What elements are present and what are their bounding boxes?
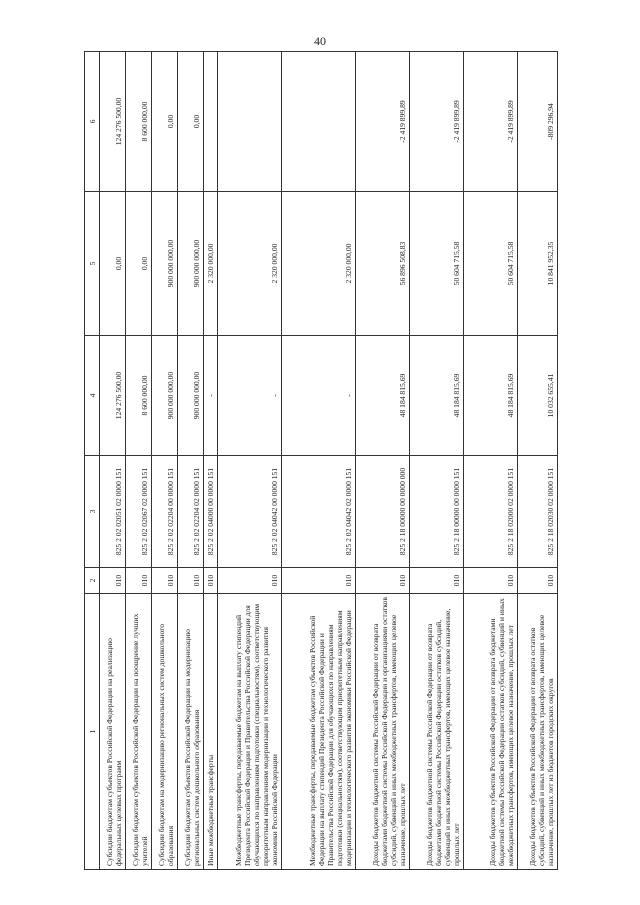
table-row [464,52,518,870]
admin-code: 010 [126,568,152,594]
budget-code: 825 2 18 00000 00 0000 151 [410,456,464,568]
row-name: Субсидии бюджетам на модернизацию региональных систем дошкольного образования [152,594,178,870]
admin-code: 010 [218,568,282,594]
column-header: 2 [85,568,100,594]
table-row [152,52,178,870]
value-col-6: 8 600 000,00 [126,52,152,192]
value-col-5: 2 320 000,00 [204,192,218,336]
row-name: Субсидии бюджетам субъектов Российской Федерации на поощрение лучших учителей [126,594,152,870]
column-header: 4 [85,336,100,456]
value-col-4: 124 276 500,00 [100,336,126,456]
column-header: 3 [85,456,100,568]
table-row [518,52,558,870]
value-col-4: 10 032 655,41 [518,336,558,456]
column-header: 5 [85,192,100,336]
admin-code: 010 [178,568,204,594]
value-col-5: 900 000 000,00 [152,192,178,336]
table-row [282,52,356,870]
budget-code: 825 2 02 04000 00 0000 151 [204,456,218,568]
admin-code: 010 [100,568,126,594]
admin-code: 010 [204,568,218,594]
admin-code: 010 [410,568,464,594]
row-name: Доходы бюджетов субъектов Российской Федерации от возврата остатков субсидий, субвенций и иных межбюджетных трансфертов, имеющих целевое назначение, прошлых лет из бюджетов городских округов [518,594,558,870]
admin-code: 010 [282,568,356,594]
row-name: Субсидии бюджетам субъектов Российской Федерации на реализацию федеральных целевых программ [100,594,126,870]
table-row [410,52,464,870]
row-name: Субсидии бюджетам субъектов Российской Федерации на модернизацию региональных систем дошкольного образования [178,594,204,870]
table-row [126,52,152,870]
value-col-6 [218,52,282,192]
budget-code: 825 2 18 02030 02 0000 151 [518,456,558,568]
rotated-table-frame [84,52,614,870]
value-col-4: 48 184 815,69 [464,336,518,456]
value-col-4: 8 600 000,00 [126,336,152,456]
value-col-5: 2 320 000,00 [282,192,356,336]
value-col-4: - [218,336,282,456]
budget-table [84,51,558,870]
row-name: Доходы бюджетов бюджетной системы Российской Федерации от возврата бюджетами бюджетной системы Российской Федерации остатков субсидий, субвенций и иных межбюджетных трансфертов, имеющих целевое назначение, прошлых лет [410,594,464,870]
value-col-4: 900 000 000,00 [178,336,204,456]
budget-code: 825 2 02 04042 02 0000 151 [282,456,356,568]
admin-code: 010 [152,568,178,594]
budget-code: 825 2 02 02051 02 0000 151 [100,456,126,568]
table-row [204,52,218,870]
row-name: Межбюджетные трансферты, передаваемые бюджетам на выплату стипендий Президента Российской Федерации и Правительства Российской Федерации для обучающихся по направлениям подготовки (специальностям), соответствующим приоритетным направлениям модернизации и технологического развития экономики Российской Федерации [218,594,282,870]
value-col-6: -809 296,94 [518,52,558,192]
column-header: 1 [85,594,100,870]
row-name: Доходы бюджетов субъектов Российской Федерации от возврата бюджетами бюджетной системы Российской Федерации остатков субсидий, субвенций и иных межбюджетных трансфертов, имеющих целевое назначение, прошлых лет [464,594,518,870]
rotated-table-content [84,52,614,870]
value-col-5: 56 896 508,83 [356,192,410,336]
row-name: Межбюджетные трансферты, передаваемые бюджетам субъектов Российской Федерации на выплату стипендий Президента Российской Федерации и Правительства Российской Федерации для обучающихся по направлениям подготовки (специальностям), соответствующим приоритетным направлениям модернизации и технологического развития экономики Российской Федерации [282,594,356,870]
value-col-6: -2 419 899,89 [464,52,518,192]
value-col-5: 50 604 715,58 [410,192,464,336]
value-col-6: -2 419 899,89 [410,52,464,192]
budget-code: 825 2 18 02000 02 0000 151 [464,456,518,568]
table-row [356,52,410,870]
admin-code: 010 [464,568,518,594]
value-col-5: 50 604 715,58 [464,192,518,336]
value-col-4: - [204,336,218,456]
value-col-6: 0,00 [152,52,178,192]
table-header-row [85,52,100,870]
value-col-6: -2 419 899,89 [356,52,410,192]
table-row [100,52,126,870]
admin-code: 010 [518,568,558,594]
column-header: 6 [85,52,100,192]
value-col-5: 2 320 000,00 [218,192,282,336]
page-number: 40 [314,34,326,48]
value-col-6: 124 276 500,00 [100,52,126,192]
budget-code: 825 2 02 04042 00 0000 151 [218,456,282,568]
row-name: Иные межбюджетные трансферты [204,594,218,870]
admin-code: 010 [356,568,410,594]
table-row [218,52,282,870]
budget-code: 825 2 18 00000 00 0000 000 [356,456,410,568]
budget-code: 825 2 02 02204 00 0000 151 [152,456,178,568]
value-col-4: - [282,336,356,456]
value-col-4: 900 000 000,00 [152,336,178,456]
value-col-5: 10 841 952,35 [518,192,558,336]
row-name: Доходы бюджетов бюджетной системы Российской Федерации от возврата бюджетами бюджетной системы Российской Федерации и организациями остатков субсидий, субвенций и иных межбюджетных трансфертов, имеющих целевое назначение, прошлых лет [356,594,410,870]
value-col-6 [282,52,356,192]
value-col-4: 48 184 815,69 [410,336,464,456]
budget-code: 825 2 02 02067 02 0000 151 [126,456,152,568]
value-col-5: 900 000 000,00 [178,192,204,336]
value-col-4: 48 184 815,69 [356,336,410,456]
value-col-5: 0,00 [100,192,126,336]
value-col-6 [204,52,218,192]
value-col-5: 0,00 [126,192,152,336]
table-row [178,52,204,870]
budget-code: 825 2 02 02204 02 0000 151 [178,456,204,568]
value-col-6: 0,00 [178,52,204,192]
